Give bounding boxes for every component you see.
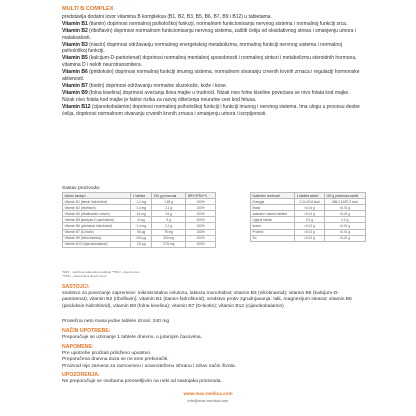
vitamin-name: Vitamin B3 <box>62 41 88 48</box>
table-cell: 100% <box>186 205 216 211</box>
table-cell: 9 g <box>152 217 186 223</box>
vitamin-description: (riboflavin) doprinosi normalnom funkcionisanju nervnog sistema, zaštiti ćelija od oksidativnog stresa i smanjenju umora i malaksalosti. <box>62 27 356 41</box>
table-cell: <0,01 g <box>295 229 324 235</box>
table-cell: <0,01 g <box>295 235 324 241</box>
table-cell: <0,01 g <box>324 205 365 211</box>
table-cell: 75 mg <box>152 229 186 235</box>
table-cell: 24 g <box>152 211 186 217</box>
table-footnotes <box>62 270 139 278</box>
table-cell: Vitamin B2 (riboflavin) <box>63 205 131 211</box>
table-cell: <0,01 g <box>295 205 324 211</box>
table-cell: Vitamin B12 (cijanokobalamin) <box>63 241 131 247</box>
note-item: Preporučena dnevna doza se ne sme prekoračiti. <box>62 357 169 363</box>
vitamin-name: Vitamin B12 <box>62 103 91 110</box>
vitamin-paragraph <box>62 55 362 69</box>
vitamin-paragraph <box>62 21 362 28</box>
table-cell: 100% <box>186 223 216 229</box>
table-cell: 16 mg <box>131 211 152 217</box>
vitamin-paragraph <box>62 28 362 42</box>
table-caption: Sastav proizvoda: <box>62 186 101 191</box>
table-row <box>251 235 366 241</box>
ingredients-heading: SASTOJCI: <box>62 284 90 290</box>
table-cell: 2,1 g <box>152 223 186 229</box>
vitamin-paragraph <box>62 42 362 56</box>
table-cell: So <box>251 235 295 241</box>
table-cell: 3,75 mg <box>152 241 186 247</box>
vitamin-name: Vitamin B7 <box>62 82 88 89</box>
usage-heading: NAČIN UPOTREBE: <box>62 328 111 334</box>
table-cell: 2,5 µg <box>131 241 152 247</box>
table-row <box>63 241 216 247</box>
vitamin-description: (folna kiselina) doprinosi uvećanju tkiva majke u trudnoći. Nizak nivo folne kiseline povećava se nivo folata kod majke. Nizak nivo folata kod majke je faktor rizika za razvoj oštećenja neuralne cevi kod fetusa. <box>62 89 350 103</box>
table-cell: Vitamin B3 (nikotinamid i niacin) <box>63 211 131 217</box>
notes-heading: NAPOMENE: <box>62 344 94 350</box>
table-cell: 100% <box>186 229 216 235</box>
vitamin-name: Vitamin B2 <box>62 27 88 34</box>
nutrition-table <box>250 192 366 242</box>
table-cell: 1,65 g <box>152 199 186 205</box>
table-cell: Ugljeni hidrati <box>251 217 295 223</box>
table-cell: 50 µg <box>131 229 152 235</box>
vitamin-name: Vitamin B6 <box>62 69 88 76</box>
vitamin-name: Vitamin B9 <box>62 89 88 96</box>
active-ingredients-table <box>62 192 216 248</box>
vitamin-description: (tiamin) doprinosi normalnoj psihološkoj funkciji, normalnom funkcionisanju nervnog sistema i normalnoj funkciji srca. <box>89 20 348 27</box>
table-cell: Energija <box>251 199 295 205</box>
website-link[interactable]: www.max-medica.com <box>183 391 233 396</box>
table-cell: Proteini <box>251 229 295 235</box>
intro-lead: predstavlja dodatni izvor vitamina B kompleksa (B1, B2, B3, B5, B6, B7, B9 i B12) u tabletama. <box>62 13 272 20</box>
table-cell: 100% <box>186 241 216 247</box>
table-cell: Vitamin B1 (tiamin hidrohlorid) <box>63 199 131 205</box>
table-cell: <0,01 g <box>324 229 365 235</box>
tablet-mass: Prosečna neto masa jedne tablete iznosi: 240 mg <box>62 319 170 324</box>
column-header: Nutritivne vrednosti <box>251 193 295 199</box>
ingredients-section <box>62 284 362 310</box>
warning-text: Ne preporučuje se osobama preosetljivim na neki od sastojaka proizvoda. <box>62 378 222 384</box>
footnote: *NRV - nutritivna referentna vrednost **PDU - dnevni unos <box>62 270 140 274</box>
note-item: Pre upotrebe pročitati priloženo uputstvo. <box>62 350 152 356</box>
table-cell: 2,4 kJ/0,6 kcal <box>295 199 324 205</box>
vitamin-description: (piridoksin) doprinosi normalnoj funkciji imunog sistema, normalnom stvaranju crvenih krvnih zrnaca i regulaciji hormonske aktivnosti. <box>62 69 360 83</box>
table-cell: 1,1 mg <box>131 199 152 205</box>
usage-text: Preporučuje se uzimanje 1 tablete dnevno, u jutarnjim časovima. <box>62 334 203 340</box>
table-cell: šećeri <box>251 223 295 229</box>
table-cell: 300 mg <box>152 235 186 241</box>
vitamin-paragraph <box>62 104 362 118</box>
email-link[interactable]: info@max-medica.com <box>187 398 229 403</box>
column-header: 100 g proizvoda sadrži <box>324 193 365 199</box>
table-cell: Vitamin B9 (folna kiselina) <box>63 235 131 241</box>
table-cell: Masti <box>251 205 295 211</box>
product-title: MULTI B COMPLEX <box>62 6 114 12</box>
table-cell: 0,2 g <box>295 217 324 223</box>
table-cell: Vitamin B6 (piridoksin hidrohlorid) <box>63 223 131 229</box>
table-cell: 1,4 mg <box>131 223 152 229</box>
table-cell: 6 mg <box>131 217 152 223</box>
vitamin-name: Vitamin B1 <box>62 20 88 27</box>
column-header: Aktivni sastojci <box>63 193 131 199</box>
table-cell: 1,4 mg <box>131 205 152 211</box>
vitamin-description: (biotin) doprinosi održavanju normalne sluzokože, kože i kose. <box>89 82 227 89</box>
column-header: NRV*(PDU**) <box>186 193 216 199</box>
table-cell: 100% <box>186 217 216 223</box>
vitamin-paragraph <box>62 90 362 104</box>
footnote: **PDU - preporučeni dnevni unos <box>62 274 107 278</box>
ingredients-text: sredstvo za povećanje zapremine: mikrokristalna celuloza, laktoza monohidrat; vitamin B3 (nikotinamid); vitamin B5 (kalcijum-D-pantotenat); vitamin B2 (riboflavin); vitamin B1 (tiamin-hidrohlorid); sredstvo protiv zgrudnjavanja: talk, magnezijum stearat; vitamin B6 (piridoksin-hidrohlorid), vitamin B9 (folna kiselina); vitamin B7 (D-biotin); vitamin B12 (cijanokobalamin) <box>62 290 352 309</box>
table-cell: 100% <box>186 199 216 205</box>
table-cell: 2,1 g <box>152 205 186 211</box>
vitamin-list <box>62 21 362 118</box>
table-cell: <0,01 g <box>295 211 324 217</box>
table-cell: 100% <box>186 211 216 217</box>
warning-heading: UPOZORENJA: <box>62 372 100 378</box>
notes-section <box>62 344 362 370</box>
table-cell: 200 µg <box>131 235 152 241</box>
table-cell: <0,01 g <box>295 223 324 229</box>
vitamin-description: (kalcijum-D-pantotenat) doprinosi normalnoj mentalnoj sposobnosti i normalnoj sintezi i metabolizmu steroidnih hormona, vitamina D i nekih neurotransmitera. <box>62 55 357 69</box>
vitamin-description: (cijanokobalamin) doprinosi normalnoj psihološkoj funkciji i funkciji imunog i nervnog sistema. Ima ulogu u procesu deobe ćelija, doprinosi normalnom stvaranju crvenih krvnih zrnaca i smanjenju umora i iscrpljenosti. <box>62 103 360 117</box>
table-cell: Vitamin B7 (D-biotin) <box>63 229 131 235</box>
vitamin-name: Vitamin B5 <box>62 55 88 62</box>
table-cell: zasićene masne kiseline <box>251 211 295 217</box>
table-cell: <0,01 g <box>324 235 365 241</box>
warning-section <box>62 372 362 385</box>
table-cell: 100% <box>186 235 216 241</box>
table-cell: Vitamin B5 (kalcijum-D-pantotenat) <box>63 217 131 223</box>
table-cell: <0,01 g <box>324 211 365 217</box>
vitamin-paragraph <box>62 69 362 83</box>
table-cell: 0,2 g <box>324 217 365 223</box>
column-header: 1 tableta <box>131 193 152 199</box>
column-header: 100 g proizvoda <box>152 193 186 199</box>
note-item: Proizvod nije zamena za raznovrsnu i uravnoteženu ishranu i zdrav način života. <box>62 363 236 369</box>
vitamin-description: (niacin) doprinosi održavanju normalnog energetskog metabolizma, normalnoj funkciji nervnog sistema i normalnoj psihološkoj funkciji. <box>62 41 343 55</box>
usage-section <box>62 328 362 341</box>
vitamin-paragraph <box>62 83 362 90</box>
intro-block <box>62 6 362 118</box>
table-cell: 365,3 kJ/87,2 kcal <box>324 199 365 205</box>
column-header: 1 tableta sadrži <box>295 193 324 199</box>
table-cell: <0,01 g <box>324 223 365 229</box>
